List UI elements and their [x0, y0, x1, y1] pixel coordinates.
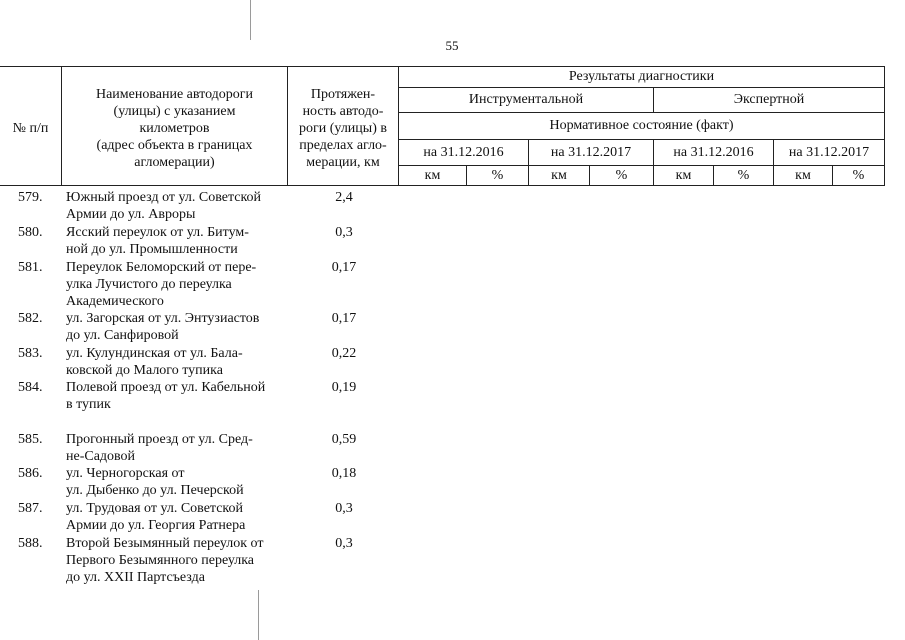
row-number: 583.	[18, 346, 43, 361]
row-number: 588.	[18, 536, 43, 551]
header-date-4: на 31.12.2017	[788, 144, 870, 160]
road-length: 0,3	[335, 536, 353, 551]
row-number: 587.	[18, 501, 43, 516]
header-results: Результаты диагностики	[568, 69, 715, 84]
road-length: 2,4	[335, 190, 353, 205]
road-length: 0,17	[331, 260, 357, 275]
header-num: № п/п	[12, 121, 49, 136]
road-name: ул. Трудовая от ул. Советской Армии до ул. Георгия Ратнера	[66, 501, 246, 533]
header-date-1: на 31.12.2016	[423, 144, 504, 160]
road-name: Южный проезд от ул. Советской Армии до ул. Авроры	[66, 190, 262, 222]
scan-line-bottom	[258, 590, 259, 640]
header-normative: Нормативное состояние (факт)	[549, 118, 734, 133]
road-name: Прогонный проезд от ул. Сред- не-Садовой	[66, 432, 253, 464]
road-length: 0,19	[331, 380, 357, 395]
header-unit-pct-2: %	[615, 167, 628, 183]
col-border-right	[884, 66, 885, 186]
road-name: ул. Загорская от ул. Энтузиастов до ул. Санфировой	[66, 311, 260, 343]
header-unit-km-1: км	[424, 167, 441, 183]
header-unit-km-4: км	[795, 167, 811, 183]
road-length: 0,3	[335, 501, 353, 516]
row-number: 580.	[18, 225, 43, 240]
scan-line-top	[250, 0, 251, 40]
road-name: Ясский переулок от ул. Битум- ной до ул. Промышленности	[66, 225, 249, 257]
road-name: ул. Кулундинская от ул. Бала- ковской до Малого тупика	[66, 346, 243, 378]
header-instrumental: Инструментальной	[468, 92, 584, 107]
header-date-2: на 31.12.2017	[550, 144, 632, 160]
road-length: 0,59	[331, 432, 357, 447]
header-unit-pct-1: %	[491, 167, 504, 183]
row-number: 582.	[18, 311, 43, 326]
row-number: 579.	[18, 190, 43, 205]
header-expert: Экспертной	[733, 92, 805, 107]
row-number: 586.	[18, 466, 43, 481]
road-length: 0,18	[331, 466, 357, 481]
header-unit-km-3: км	[675, 167, 692, 183]
header-length: Протяжен- ность автодо- роги (улицы) в пределах агло- мерации, км	[299, 87, 387, 170]
header-unit-km-2: км	[551, 167, 567, 183]
header-date-3: на 31.12.2016	[673, 144, 754, 160]
row-number: 584.	[18, 380, 43, 395]
row-number: 581.	[18, 260, 43, 275]
page-number: 55	[445, 38, 459, 53]
header-bottom-border	[0, 185, 884, 186]
header-name: Наименование автодороги (улицы) с указанием километров (адрес объекта в границах агломерации)	[95, 87, 254, 170]
row-number: 585.	[18, 432, 43, 447]
road-name: ул. Черногорская от ул. Дыбенко до ул. Печерской	[66, 466, 244, 498]
header-unit-pct-3: %	[737, 167, 750, 183]
road-name: Полевой проезд от ул. Кабельной в тупик	[66, 380, 266, 412]
road-length: 0,22	[331, 346, 357, 361]
road-name: Переулок Беломорский от пере- улка Лучистого до переулка Академического	[66, 260, 257, 309]
header-unit-pct-4: %	[852, 167, 865, 183]
road-name: Второй Безымянный переулок от Первого Безымянного переулка до ул. XXII Партсъезда	[66, 536, 264, 585]
road-length: 0,3	[335, 225, 353, 240]
road-length: 0,17	[331, 311, 357, 326]
